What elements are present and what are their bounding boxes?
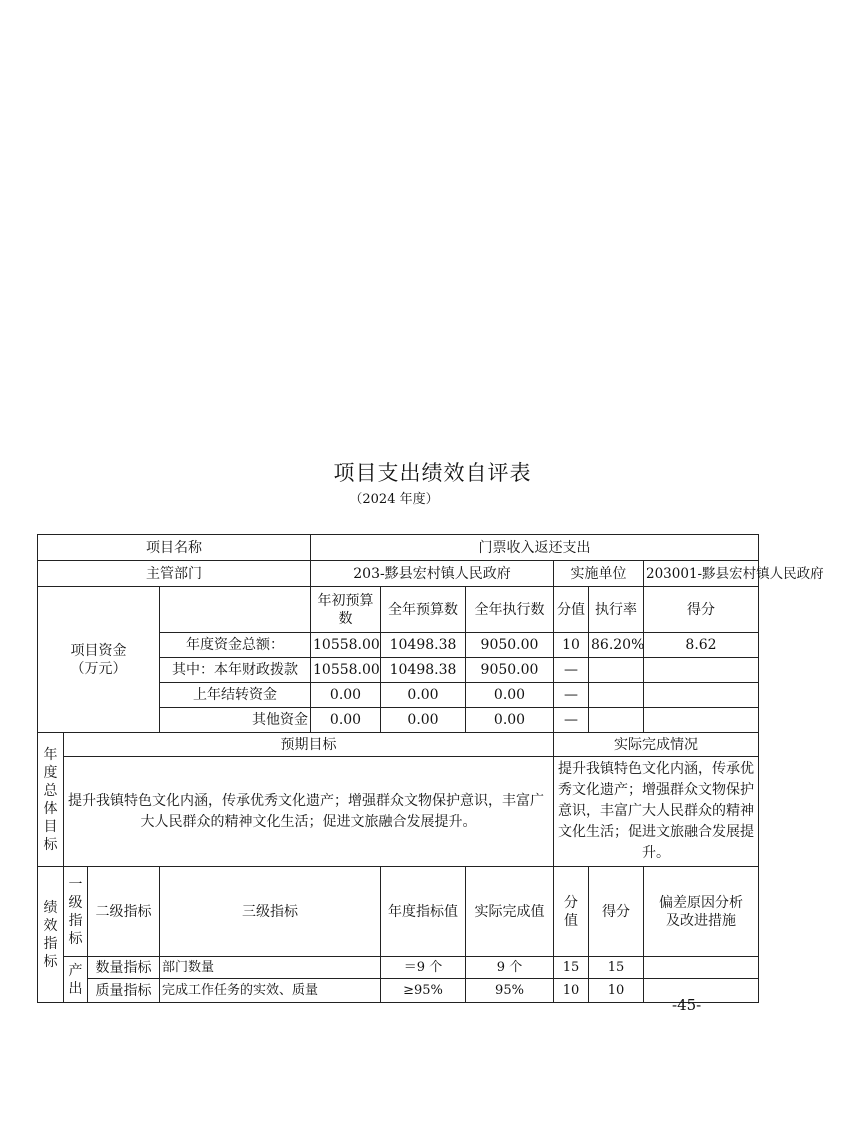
funds-row-annual: 10498.38 [381, 658, 466, 683]
project-name-value: 门票收入返还支出 [311, 535, 759, 561]
output-label-text: 产 出 [68, 962, 83, 997]
weight-header-text: 分 值 [564, 894, 578, 929]
indicator-weight: 10 [554, 979, 589, 1003]
indicators-section-label [38, 867, 64, 1003]
indicator-level3: 部门数量 [160, 957, 381, 979]
indicator-actual: 95% [466, 979, 554, 1003]
funds-row-score [644, 658, 759, 683]
indicator-score: 10 [589, 979, 644, 1003]
page-title: 项目支出绩效自评表 [333, 461, 532, 485]
level1-header-text: 一 级 指 标 [68, 876, 83, 947]
actual-goal-text: 提升我镇特色文化内涵，传承优秀文化遗产；增强群众文物保护意识，丰富广大人民群众的精神文化生活；促进文旅融合发展提升。 [554, 757, 759, 867]
actual-header: 实际完成值 [466, 867, 554, 957]
funds-row-initial: 10558.00 [311, 658, 381, 683]
funds-row-executed: 9050.00 [466, 658, 554, 683]
goals-section-label-text: 年 度 总 体 目 标 [43, 746, 58, 853]
indicator-deviation [644, 957, 759, 979]
funds-row-weight: — [554, 658, 589, 683]
report-year: （2024 年度） [349, 492, 439, 507]
actual-goal-header: 实际完成情况 [554, 733, 759, 757]
unit-label: 实施单位 [554, 561, 644, 587]
score-header: 得分 [589, 867, 644, 957]
goals-header-row [38, 733, 759, 757]
funds-header-empty [160, 587, 311, 633]
project-name-label: 项目名称 [38, 535, 311, 561]
funds-row-weight: 10 [554, 633, 589, 658]
indicator-actual: 9 个 [466, 957, 554, 979]
funds-header-initial: 年初预算数 [311, 587, 381, 633]
project-name-row [38, 535, 759, 561]
funds-row-rate: 86.20% [589, 633, 644, 658]
funds-header-row [38, 587, 759, 633]
goals-section-label [38, 733, 64, 867]
funds-row-score [644, 708, 759, 733]
level3-header: 三级指标 [160, 867, 381, 957]
deviation-header: 偏差原因分析及改进措施 [644, 867, 759, 957]
indicator-level2: 质量指标 [88, 979, 160, 1003]
indicator-level2: 数量指标 [88, 957, 160, 979]
funds-label-line1: 项目资金 [70, 642, 127, 659]
indicator-level3: 完成工作任务的实效、质量 [160, 979, 381, 1003]
department-row [38, 561, 759, 587]
funds-row-label: 年度资金总额： [160, 633, 311, 658]
unit-value: 203001-黟县宏村镇人民政府 [644, 561, 759, 587]
funds-row-annual: 10498.38 [381, 633, 466, 658]
funds-row-score [644, 683, 759, 708]
expected-goal-text: 提升我镇特色文化内涵，传承优秀文化遗产；增强群众文物保护意识，丰富广大人民群众的精神文化生活；促进文旅融合发展提升。 [64, 757, 554, 867]
indicator-target: ＝9 个 [381, 957, 466, 979]
weight-header [554, 867, 589, 957]
funds-row-weight: — [554, 683, 589, 708]
indicator-score: 15 [589, 957, 644, 979]
funds-header-score: 得分 [644, 587, 759, 633]
funds-row-initial: 0.00 [311, 683, 381, 708]
dept-label: 主管部门 [38, 561, 311, 587]
funds-row-annual: 0.00 [381, 708, 466, 733]
funds-header-annual: 全年预算数 [381, 587, 466, 633]
target-header: 年度指标值 [381, 867, 466, 957]
dept-value: 203-黟县宏村镇人民政府 [311, 561, 554, 587]
funds-row-label: 其他资金 [160, 708, 311, 733]
funds-row-weight: — [554, 708, 589, 733]
funds-row-label: 上年结转资金 [160, 683, 311, 708]
goals-content-row [38, 757, 759, 867]
indicator-row [38, 979, 759, 1003]
indicator-weight: 15 [554, 957, 589, 979]
funds-row-rate [589, 708, 644, 733]
indicators-section-label-text: 绩 效 指 标 [43, 899, 58, 970]
funds-row-rate [589, 658, 644, 683]
expected-goal-header: 预期目标 [64, 733, 554, 757]
performance-table [37, 534, 824, 1003]
funds-row-initial: 0.00 [311, 708, 381, 733]
level2-header: 二级指标 [88, 867, 160, 957]
funds-row-score: 8.62 [644, 633, 759, 658]
indicator-target: ≥95% [381, 979, 466, 1003]
funds-row-rate [589, 683, 644, 708]
funds-row-executed: 9050.00 [466, 633, 554, 658]
funds-label [38, 587, 160, 733]
output-label [64, 957, 88, 1003]
indicators-header-row [38, 867, 759, 957]
page-number: -45- [672, 996, 702, 1014]
funds-row-initial: 10558.00 [311, 633, 381, 658]
funds-row-executed: 0.00 [466, 683, 554, 708]
funds-label-line2: （万元） [70, 660, 127, 677]
indicator-row [38, 957, 759, 979]
funds-row-executed: 0.00 [466, 708, 554, 733]
level1-header [64, 867, 88, 957]
funds-header-weight: 分值 [554, 587, 589, 633]
funds-header-rate: 执行率 [589, 587, 644, 633]
funds-header-executed: 全年执行数 [466, 587, 554, 633]
funds-row-label: 其中：本年财政拨款 [160, 658, 311, 683]
funds-row-annual: 0.00 [381, 683, 466, 708]
